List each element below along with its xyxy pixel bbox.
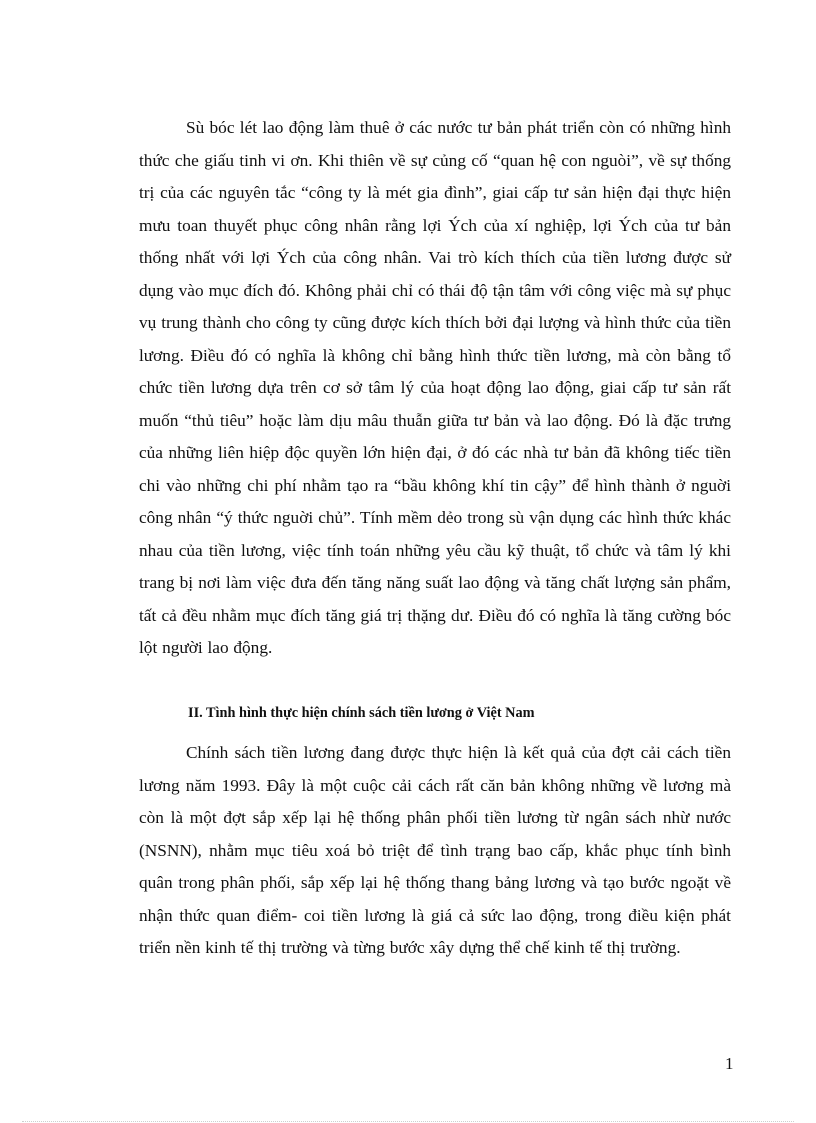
body-paragraph-2: Chính sách tiền lương đang được thực hiện là kết quả của đợt cải cách tiền lương năm 1993. Đây là một cuộc cải cách rất căn bản không những về lương mà còn là một đợt sắp xếp lại hệ thống phân phối tiền lương từ ngân sách nhừ nước (NSNN), nhằm mục tiêu xoá bỏ triệt để tình trạng bao cấp, khắc phục tính bình quân trong phân phối, sắp xếp lại hệ thống thang bảng lương và tạo bước ngoặt về nhận thức quan điểm- coi tiền lương là giá cả sức lao động, trong điều kiện phát triển nền kinh tế thị trường và từng bước xây dựng thể chế kinh tế thị trường. <box>139 743 731 957</box>
body-paragraph-1: Sù bóc lét lao động làm thuê ở các nước tư bản phát triển còn có những hình thức che giấu tinh vi ơn. Khi thiên về sự củng cố “quan hệ con nguòi”, về sự thống trị của các nguyên tắc “công ty là mét gia đình”, giai cấp tư sản hiện đại thực hiện mưu toan thuyết phục công nhân rằng lợi Ých của xí nghiệp, lợi Ých của tư bản thống nhất với lợi Ých của công nhân. Vai trò kích thích của tiền lương được sử dụng vào mục đích đó. Không phải chỉ có thái độ tận tâm với công việc mà sự phục vụ trung thành cho công ty cũng được kích thích bởi đại lượng và hình thức của tiền lương. Điều đó có nghĩa là không chỉ bằng hình thức tiền lương, mà còn bằng tổ chức tiền lương dựa trên cơ sở tâm lý của hoạt động lao động, giai cấp tư sản rất muốn “thủ tiêu” hoặc làm dịu mâu thuẫn giữa tư bản và lao động. Đó là đặc trưng của những liên hiệp độc quyền lớn hiện đại, ở đó các nhà tư bản đã không tiếc tiền chi vào những chi phí nhằm tạo ra “bầu không khí tin cậy” để hình thành ở nguời công nhân “ý thức nguời chủ”. Tính mềm dẻo trong sù vận dụng các hình thức khác nhau của tiền lương, việc tính toán những yêu cầu kỹ thuật, tổ chức và tâm lý khi trang bị nơi làm việc đưa đến tăng năng suất lao động và tăng chất lượng sản phẩm, tất cả đều nhằm mục đích tăng giá trị thặng dư. Điều đó có nghĩa là tăng cường bóc lột người lao động. <box>139 118 731 657</box>
page-number: 1 <box>725 1054 734 1073</box>
page-bottom-border <box>22 1121 794 1122</box>
section-heading: II. Tình hình thực hiện chính sách tiền lương ở Việt Nam <box>188 705 535 721</box>
